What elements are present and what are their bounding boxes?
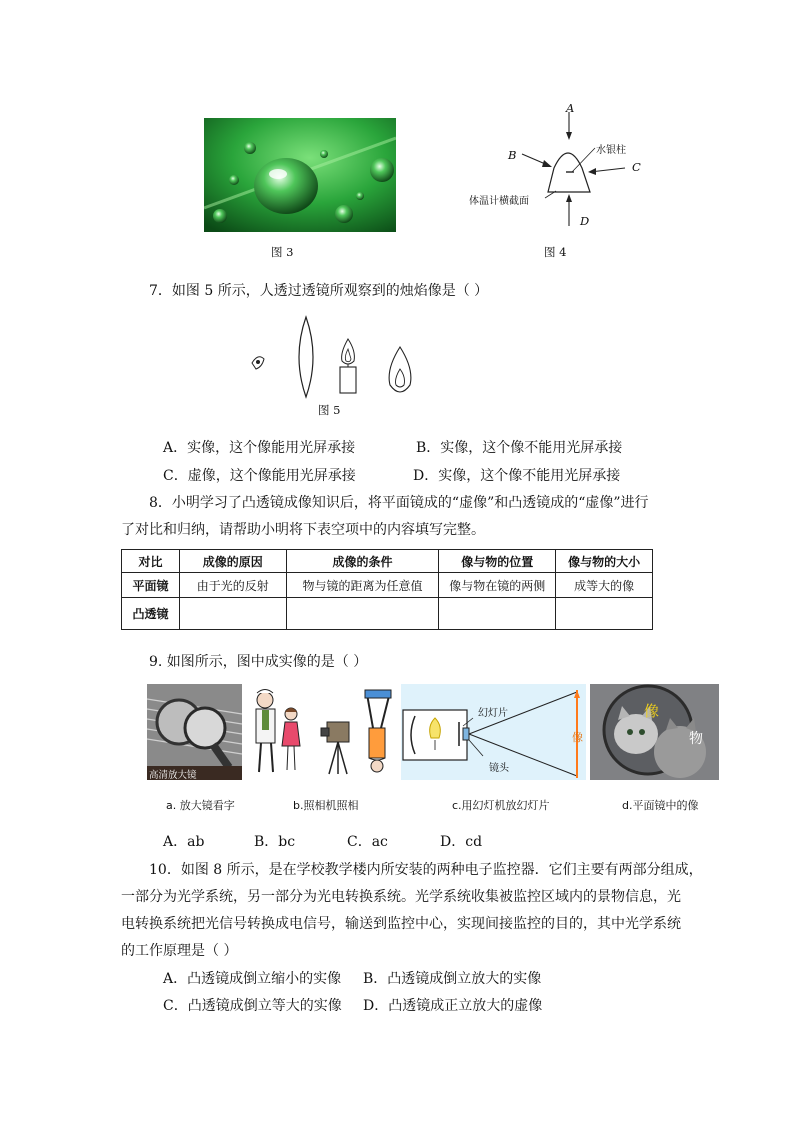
figure4-label-d: D xyxy=(580,214,590,228)
q9-option-d[interactable]: D．cd xyxy=(440,834,483,850)
table-cell-empty[interactable] xyxy=(439,598,556,630)
table-header-cell: 对比 xyxy=(122,550,180,573)
q9-image-b-camera xyxy=(247,684,395,780)
q9-option-b[interactable]: B．bc xyxy=(254,834,296,850)
table-header-cell: 像与物的大小 xyxy=(556,550,653,573)
table-cell-empty[interactable] xyxy=(179,598,286,630)
q10-option-d[interactable]: D．凸透镜成正立放大的虚像 xyxy=(363,998,543,1014)
table-cell-empty[interactable] xyxy=(556,598,653,630)
figure3-droplet-photo xyxy=(204,118,396,232)
q10-option-a[interactable]: A．凸透镜成倒立缩小的实像 xyxy=(163,971,342,987)
table-header-cell: 成像的条件 xyxy=(286,550,439,573)
q9-caption-a: a. 放大镜看字 xyxy=(166,799,235,812)
q10-line2: 一部分为光学系统，另一部分为光电转换系统。光学系统收集被监控区域内的景物信息，光 xyxy=(121,889,681,905)
q9-caption-d: d.平面镜中的像 xyxy=(622,799,699,812)
q9-caption-c: c.用幻灯机放幻灯片 xyxy=(452,799,550,812)
q7-option-c[interactable]: C．虚像，这个像能用光屏承接 xyxy=(163,468,356,484)
q8-stem-line1: 8．小明学习了凸透镜成像知识后，将平面镜成的“虚像”和凸透镜成的“虚像”进行 xyxy=(149,495,649,511)
q7-option-b[interactable]: B．实像，这个像不能用光屏承接 xyxy=(416,440,623,456)
thermometer-cross-section-drawing xyxy=(470,100,650,235)
comparison-table xyxy=(121,549,653,630)
figure4-label-b: B xyxy=(508,148,517,162)
q9-image-a-magnifier xyxy=(147,684,242,780)
q10-option-b[interactable]: B．凸透镜成倒立放大的实像 xyxy=(363,971,542,987)
q10-line3: 电转换系统把光信号转换成电信号，输送到监控中心，实现间接监控的目的，其中光学系统 xyxy=(121,916,681,932)
table-header-cell: 成像的原因 xyxy=(179,550,286,573)
figure4-mercury-label: 水银柱 xyxy=(596,145,626,156)
table-header-row xyxy=(122,550,653,573)
table-cell-empty[interactable] xyxy=(286,598,439,630)
q10-line4: 的工作原理是（ ） xyxy=(121,943,238,959)
q7-option-d[interactable]: D．实像，这个像不能用光屏承接 xyxy=(413,468,621,484)
q10-option-c[interactable]: C．凸透镜成倒立等大的实像 xyxy=(163,998,342,1014)
q7-option-a[interactable]: A．实像，这个像能用光屏承接 xyxy=(163,440,356,456)
figure5-lens-candle-diagram xyxy=(248,313,418,401)
figure4-label-c: C xyxy=(632,160,641,174)
figure3-caption: 图 3 xyxy=(271,245,294,259)
figure4-caption: 图 4 xyxy=(544,245,567,259)
q9-stem: 9. 如图所示，图中成实像的是（ ） xyxy=(149,654,368,670)
q9-image-d-object-label: 物 xyxy=(689,731,703,747)
figure5-caption: 图 5 xyxy=(318,403,341,417)
table-row-label: 平面镜 xyxy=(122,573,180,598)
table-cell: 由于光的反射 xyxy=(179,573,286,598)
q10-line1: 10．如图 8 所示，是在学校教学楼内所安装的两种电子监控器．它们主要有两部分组成， xyxy=(149,862,703,878)
table-row xyxy=(122,573,653,598)
q9-option-a[interactable]: A．ab xyxy=(163,834,205,850)
q9-image-c-slide-label: 幻灯片 xyxy=(478,708,508,719)
q9-caption-b: b.照相机照相 xyxy=(293,799,359,812)
q9-image-a-overlay-text: 高清放大镜 xyxy=(149,770,197,781)
q9-option-c[interactable]: C．ac xyxy=(347,834,388,850)
q7-stem: 7．如图 5 所示，人透过透镜所观察到的烛焰像是（ ） xyxy=(149,283,489,299)
table-cell: 物与镜的距离为任意值 xyxy=(286,573,439,598)
q8-stem-line2: 了对比和归纳，请帮助小明将下表空项中的内容填写完整。 xyxy=(121,522,485,538)
figure4-thermometer-diagram xyxy=(470,100,650,235)
q9-image-d-image-label: 像 xyxy=(644,702,660,720)
figure4-section-label: 体温计横截面 xyxy=(469,196,529,207)
table-cell: 成等大的像 xyxy=(556,573,653,598)
table-row-label: 凸透镜 xyxy=(122,598,180,630)
table-header-cell: 像与物的位置 xyxy=(439,550,556,573)
table-cell: 像与物在镜的两侧 xyxy=(439,573,556,598)
q9-image-c-image-label: 像 xyxy=(572,731,583,744)
q9-image-c-lens-label: 镜头 xyxy=(489,763,509,774)
table-row xyxy=(122,598,653,630)
figure4-label-a: A xyxy=(566,101,575,115)
